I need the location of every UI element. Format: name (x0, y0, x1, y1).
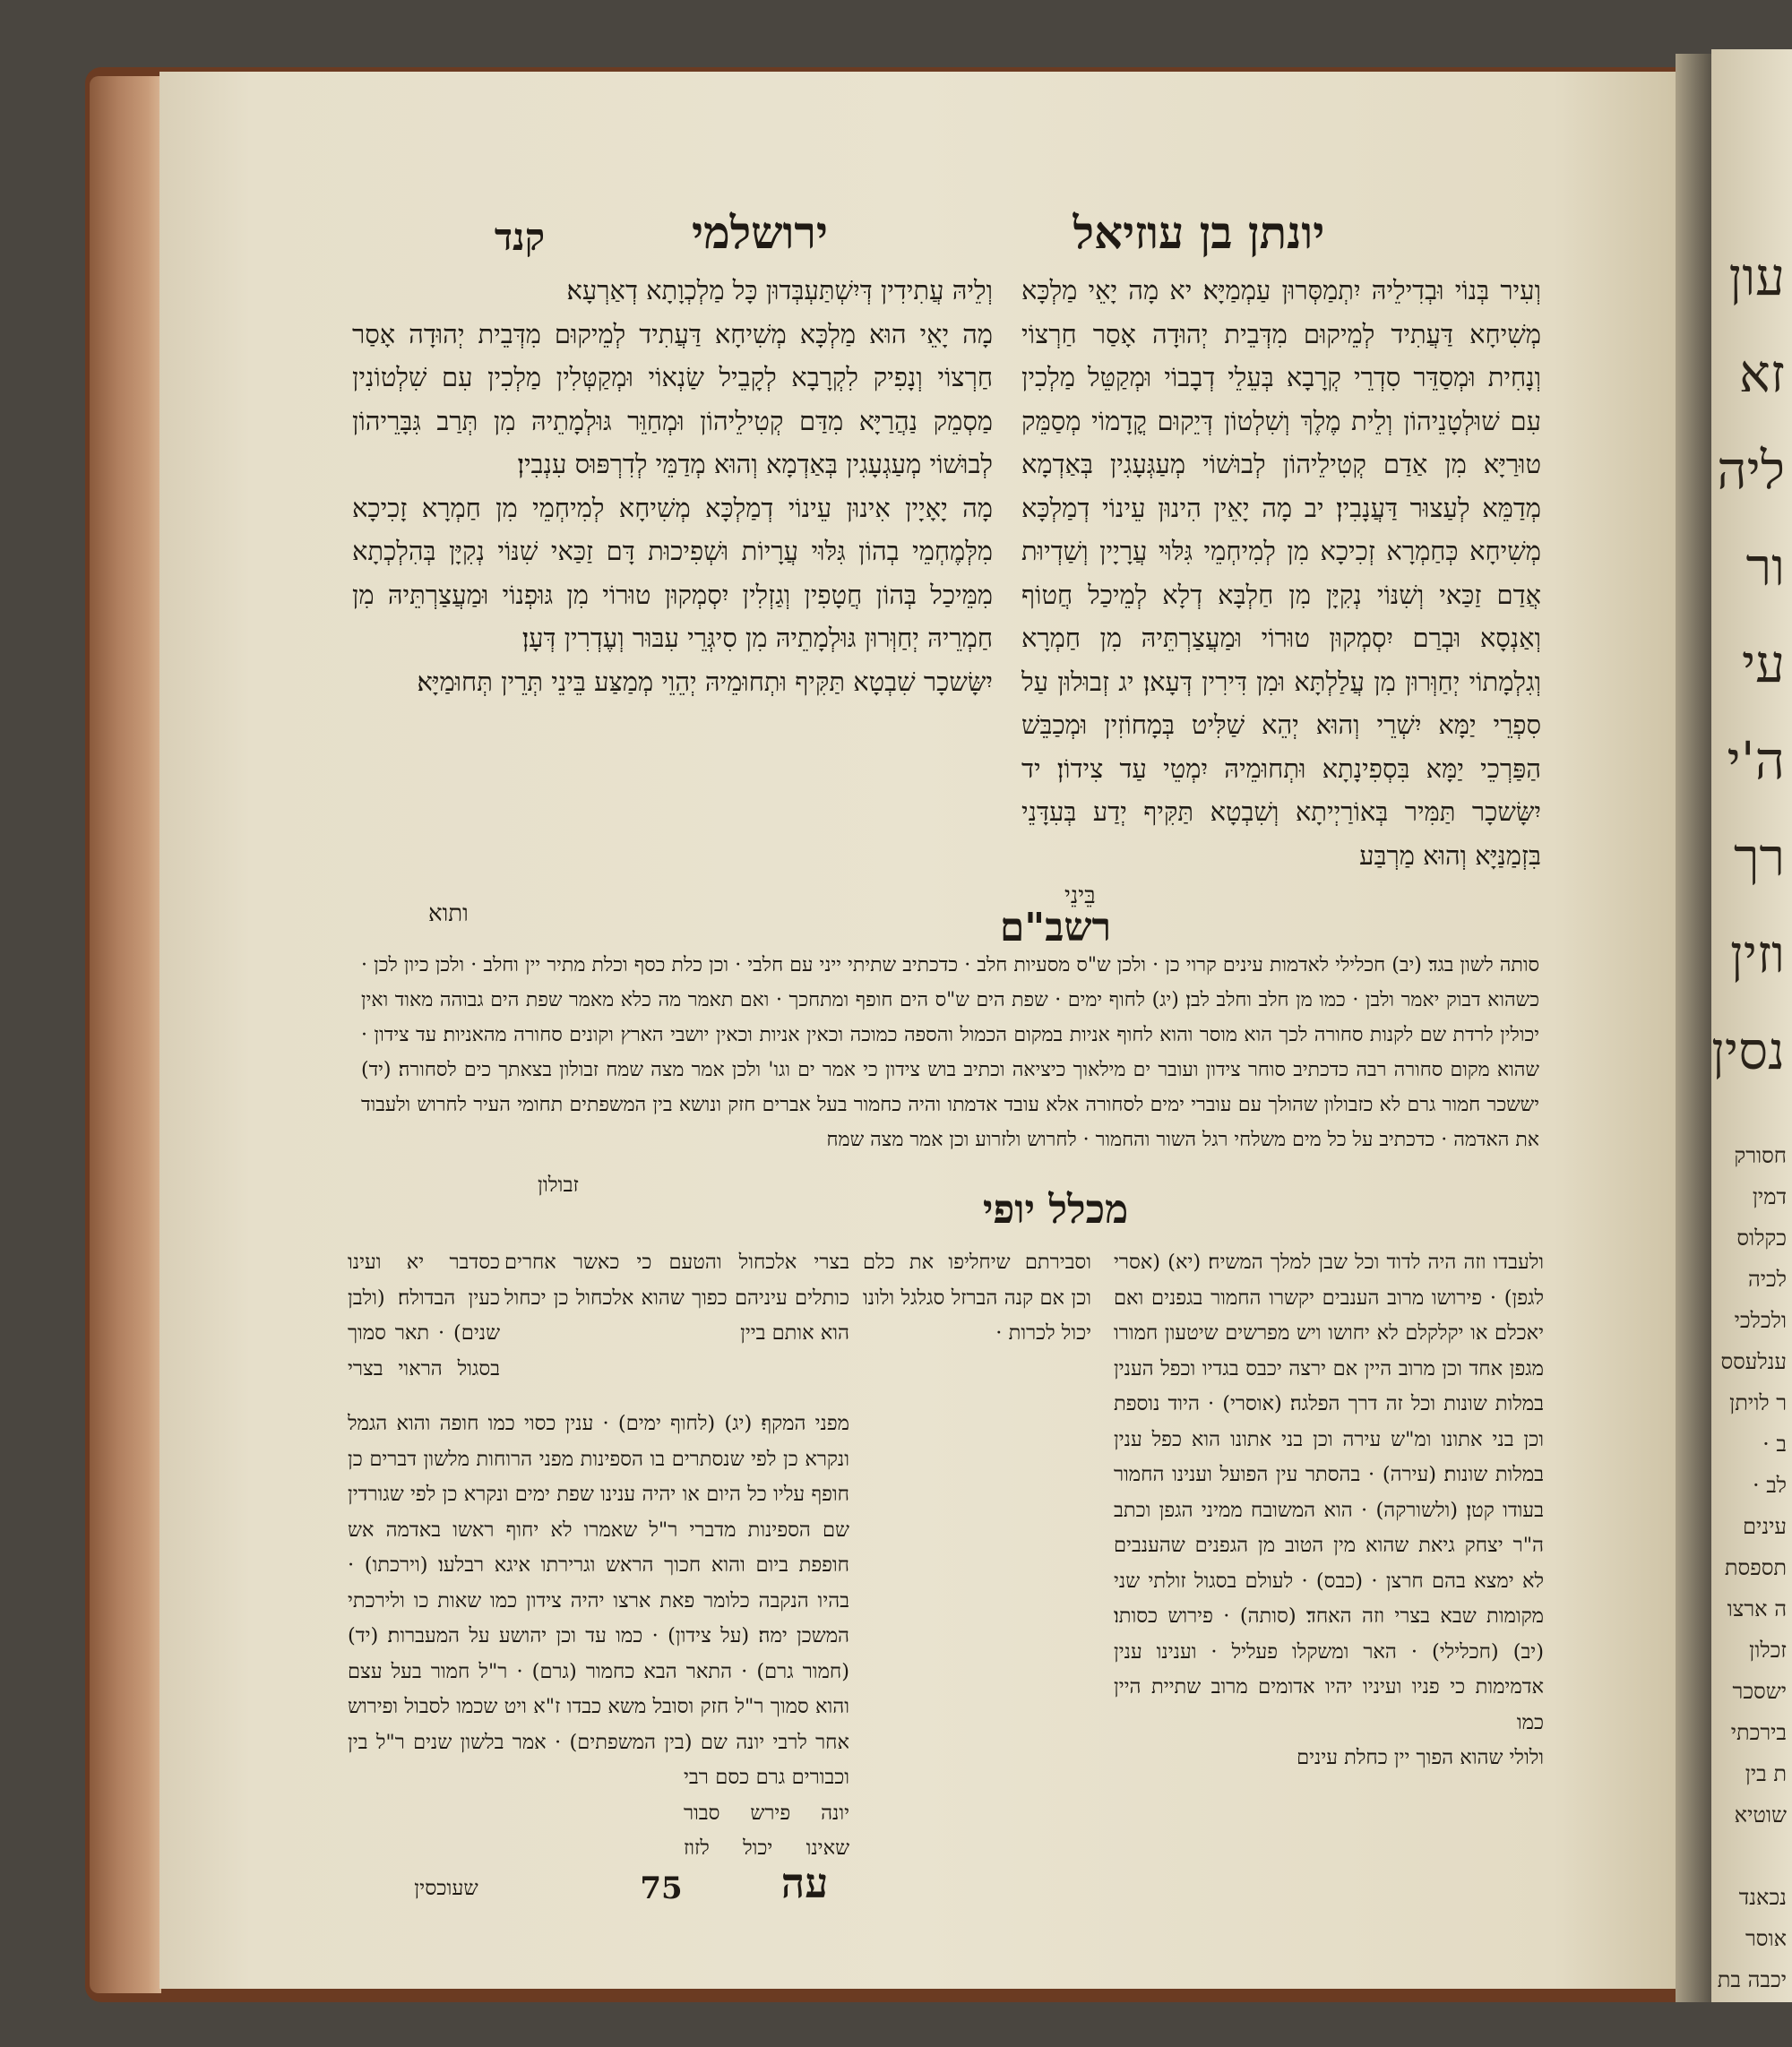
targum-yerushalmi-catchword: ותוא (428, 900, 469, 927)
facing-line: תספסת (1724, 1555, 1787, 1580)
facing-line (1711, 1836, 1787, 1877)
facing-line: כקלוס (1736, 1226, 1787, 1251)
page-number: 75 (640, 1871, 683, 1906)
mikhlal-column-right (1114, 1245, 1544, 1863)
facing-line: ה ארצו (1727, 1596, 1787, 1621)
facing-line: וזין (1729, 924, 1785, 985)
facing-line: לב · (1752, 1473, 1787, 1498)
yerushalmi-verse: יִשָּׂשכָר שִׁבְטָא תַּקִּיף וּתְחוּמֵיהּ יְהֵוֵי מְמַצַּע בֵּינֵי תְּרֵין תְּחוּמַיָּא׃ (417, 666, 993, 697)
facing-line: נכאנד (1738, 1885, 1787, 1910)
rashbam-text: סותה לשון בגד׃ (יב) חכלילי לאדמות עינים קרוי כן · ולכן ש"ס מסעיות חלב · כדכתיב שתיתי ייני עם חלבי · וכן כלת כסף וכלת מתיר יין וחלב · ולכן כיון לכן · כשהוא דבוק יאמר ולבן · כמו מן חלב וחלב לבן׃ (יג) לחוף ימים · שפת הים ש"ס הים חופף ומתחכך · ואם תאמר מה כלא מאמר שפת הים גבוהה מאוד ואין יכולין לרדת שם לקנות סחורה לכך הוא מוסר והוא לחוף אניות במקום הכמול והספה כמוכה וכאין אניות וכאין יושבי הארץ וקונים סחורה מהאניות׃ עד צידון · שהוא מקום סחורה רבה כדכתיב סוחר צידון ועובר ים מילאוך כיציאה וכתיב בוש צידון כי אמר ים וגו' ולכן אמר מצה שמח זבולון בצאתך כים לסחורה׃ (יד) יששכר חמור גרם לא כזבולון שהולך עם עוברי ימים לסחורה אלא עובד אדמתו והיה כחמור בעל אברים חזק ונושא בין המשפתים תחומי העיר לחרוש ולעבוד את האדמה · כדכתיב על כל מים משלחי רגל השור והחמור · לחרוש ולזרוע וכן אמר מצה שמח (361, 954, 1539, 1151)
facing-line: ור (1745, 537, 1785, 598)
targum-yonatan-column (1021, 269, 1541, 887)
facing-line: ת בין (1745, 1761, 1787, 1786)
facing-line: ה'י (1727, 730, 1785, 791)
yerushalmi-verse: וְלֵיהּ עֲתִידִין דְּיִשְׁתַּעְבְּדוּן כָּל מַלְכְוָתָא דְאַרְעָא׃ (566, 275, 993, 305)
book-gutter (1676, 54, 1711, 2002)
facing-line: ר לויתן (1729, 1390, 1787, 1415)
facing-line: לכיה (1747, 1267, 1787, 1292)
mikhlal-yofi-title: מכלל יופי (982, 1187, 1129, 1233)
facing-line: עינים (1743, 1514, 1787, 1539)
facing-line: ישסכר (1732, 1679, 1787, 1704)
yerushalmi-verse: מָה יָאֵי הוּא מַלְכָּא מְשִׁיחָא דַּעֲתִיד לְמֵיקוּם מִדְּבֵית יְהוּדָה אָסַר חַרְצוֹי וְנָפִיק לִקְרָבָא לְקָבֵיל שַׂנְאוֹי וּמְקַטְּלִין מַלְכִין עִם שִׁלְטוֹנִין מַסְמֵק נַהֲרַיָּא מִדַּם קְטִילֵיהוֹן וּמְחַוֵּר גּוּלְמָתֵיהּ מִן תְּרַב גִּבָּרֵיהוֹן לְבוּשׁוֹי מְעַגְעָגִין בְּאַדְמָא וְהוּא מְדַמֵּי לְדִרְפּוּס עִנְבִין׃ (352, 318, 993, 479)
mikhlal-left-text: וכבורים גרם כסם רבי יונה פירש סבור שאינו יכול לזוז (684, 1766, 849, 1860)
mikhlal-right-text: ולעבדו וזה היה לדוד וכל שבן למלך המשיח׃ (יא) (אסרי לגפן) · פירושו מרוב הענבים יקשרו החמור בגפנים ואם יאכלם או יקלקלם לא יחושו ויש מפרשים שיטעון חמורו מגפן אחד וכן מרוב היין אם ירצה יכבס בגדיו וכפל הענין במלות שונות וכל זה דרך הפלגה׃ (אוסרי) · היוד נוספת וכן בני אתונו ומ"ש עירה וכן בני אתונו הוא כפל ענין במלות שונות׃ (עירה) · בהסתר עין הפועל וענינו החמור בעודו קטן׃ (ולשורקה) · הוא המשובח ממיני הגפן וכתב ה"ר יצחק גיאת שהוא מין הטוב מן הגפנים שהענבים לא ימצא בהם חרצן · (כבס) · לעולם בסגול זולתי שני מקומות שבא בצרי וזה האחד׃ (סותה) · פירוש כסותו׃ (יב) (חכלילי) · האר ומשקלו פעליל · וענינו ענין אדמימות כי פניו ועיניו יהיו אדומים מרוב שתיית היין כמו (1114, 1251, 1544, 1734)
running-header-left: ירושלמי (691, 206, 828, 259)
rashbam-commentary (361, 948, 1539, 1158)
facing-line: זכלון (1749, 1638, 1787, 1663)
facing-line: עי (1741, 633, 1785, 694)
folio-number: קנד (494, 215, 546, 259)
facing-line: יכבה בת (1717, 1967, 1787, 1992)
targum-yonatan-text: וְעִיר בְּנוֹי וּבְדִילֵיהּ יִתְמַסְּרוּן עַמְמַיָּא׃ יא מָה יָאֵי מַלְכָּא מְשִׁיחָא דַּעֲתִיד לְמֵיקוּם מִדְּבֵית יְהוּדָה אָסַר חַרְצוֹי וְנָחִית וּמְסַדֵּר סִדְרֵי קְרָבָא בְּעֵלֵי דְבָבוֹי וּמְקַטֵּל מַלְכִין עִם שׁוּלְטָנֵיהוֹן וְלֵית מֶלֶךְ וְשִׁלְטוֹן דְּיֵקוּם קֳדָמוֹי מְסַמֵּק טוּרַיָּא מִן אַדַם קְטִילֵיהוֹן לְבוּשׁוֹי מְעַגְּעָגִין בְּאַדְמָא מְדַמֵּא לְעַצוּר דַּעֲנָבִין׃ יב מָה יָאֵין הִינוּן עֵינוֹי דְמַלְכָּא מְשִׁיחָא כְּחַמְרָא זְכִיכָא מִן לְמִיחְמֵי גִּלּוּי עֲרָיָין וְשַׁדְיוּת אֲדַם זַכַּאי וְשִׁנּוֹי נְקִיָּן מִן חַלְבָּא דְלָא לְמֵיכַל חֲטוֹף וְאַנְסָא וּבְרַם יִסְמְקוּן טוּרוֹי וּמַעֲצַרְתֵּיהּ מִן חַמְרָא וְגִלְמָתוֹי יְחַוְּרוּן מִן עֲלַלְתָּא וּמִן דִּירִין דְּעָאן׃ יג זְבוּלוּן עַל סִפְרֵי יַמָּא יִשְׁרֵי וְהוּא יְהֵא שַׁלִּיט בְּמָחוֹזִין וּמְכַבֵּשׁ הַפַּרְכֵי יַמָּא בִּסְפִינָתָא וּתְחוּמֵיהּ יִמְטֵי עַד צִידוֹן׃ יד יִשָּׂשכָר תַּמִּיר בְּאוֹרַיְיתָא וְשִׁבְטָא תַּקִּיף יְדַע בְּעִדָּנֵי בִּזְמַנַּיָּא וְהוּא מַרְבַּע (1021, 275, 1541, 871)
facing-line: ענלעסס (1720, 1349, 1787, 1374)
facing-line: ב · (1762, 1432, 1787, 1457)
running-header-right: יונתן בן עוזיאל (1073, 206, 1325, 259)
facing-page-fragment (1711, 49, 1792, 2002)
rashbam-title: רשב"ם (999, 905, 1112, 950)
mikhlal-left-text: בצרי אלכחול והטעם כי כאשר אחרים כותלים עיניהם כפוך שהוא אלכחול כן יכחול הוא אותם ביין (504, 1251, 849, 1345)
mikhlal-middle-text: וסבירתם שיחליפו את כלם וכן אם קנה הברזל סגלגל ולונו יכול לכרות · (863, 1251, 1091, 1345)
page-edges (90, 76, 161, 1993)
mikhlal-column-middle (863, 1245, 1091, 1398)
mikhlal-left-text: כסדבר יא ועינו כעין הבדולח׃ (ולבן שנים) · תאר סמוך בסגול הראוי בצרי (348, 1251, 500, 1380)
facing-line (1711, 2000, 1787, 2002)
facing-page-large-text (1711, 228, 1792, 1099)
facing-line: עון (1728, 246, 1785, 307)
facing-line: דמין (1752, 1184, 1787, 1209)
facing-line: ליה (1717, 440, 1785, 501)
facing-line: בירכתי (1730, 1720, 1787, 1745)
targum-yonatan-catchword: בֵּינֵי (1064, 882, 1096, 909)
facing-line: רך (1734, 827, 1785, 888)
facing-line: זא (1739, 343, 1785, 404)
mikhlal-column-far-left (348, 1245, 500, 1389)
facing-line: שוטיא (1734, 1802, 1787, 1828)
mikhlal-catchword: שעוכסין (414, 1877, 478, 1900)
rashbam-catchword: זבולון (538, 1174, 579, 1197)
yerushalmi-verse: מָה יָאָיָין אִינוּן עֵינוֹי דְמַלְכָּא מְשִׁיחָא לְמִיחְמֵי מִן חַמְרָא זָכִיכָא מִלְּמֶחְמֵי בְהוֹן גִּלּוּי עֲרָיוֹת וּשְׁפִיכוּת דָּם זַכַּאי שִׁנּוֹי נְקִיָּן בְּהִלְכְתָא מִמֵּיכַל בְּהוֹן חֲטָפִין וְגַזְלִין יִסְמְקוּן טוּרוֹי מִן גּוּפְנוֹי וּמַעֲצַרְתֵּיהּ מִן חַמְרֵיהּ יְחַוְּרוּן גּוּלְמָתֵיהּ מִן סִיגְּרֵי עִבּוּר וְעֶדְרִין דְּעָן׃ (352, 492, 993, 653)
targum-yerushalmi-column (352, 269, 993, 887)
facing-line: ולכלכי (1734, 1308, 1787, 1333)
mikhlal-column-left-main (348, 1406, 849, 1760)
book-page (159, 72, 1676, 1989)
mikhlal-left-text: מפני המקף׃ (יג) (לחוף ימים) · ענין כסוי כמו חופה והוא הגמל ונקרא כן לפי שנסתרים בו הספינות מפני הרוחות מלשון דברים כן חופף עליו כל היום או יהיה ענינו שפת ימים ונקרא כן לפי שגורדין שם הספינות מדברי ר"ל שאמרו לא יחוף ראשו באדמה אש חופפת ביום והוא חכוך הראש וגרירתו איגא רבלעו׃ (וירכתו) · בהיו הנקבה כלומר פאת ארצו יהיה צידון כמו שאות כו ולירכתי המשכן ימה׃ (על צידון) · כמו עד וכן יהושע על המעברות׃ (יד) (חמור גרם) · התאר הבא כחמור (גרם) · ר"ל חמור בעל עצם והוא סמוך ר"ל חזק וסובל משא כבדו ז"א ויט שכמו לסבול ופירוש אחר לרבי יונה שם (בין המשפתים) · אמר בלשון שנים ר"ל בין (348, 1412, 849, 1754)
mikhlal-column-left-top (504, 1245, 849, 1389)
facing-line: נסין (1711, 1020, 1785, 1081)
signature-mark: עה (780, 1859, 829, 1907)
facing-line: אוסר (1745, 1926, 1787, 1951)
mikhlal-right-text: ולולי שהוא הפוך יין כחלת עינים (1297, 1746, 1544, 1769)
facing-page-small-text (1711, 1135, 1792, 2002)
facing-line: חסורק (1734, 1143, 1787, 1168)
mikhlal-column-left-bottom (684, 1760, 849, 1868)
